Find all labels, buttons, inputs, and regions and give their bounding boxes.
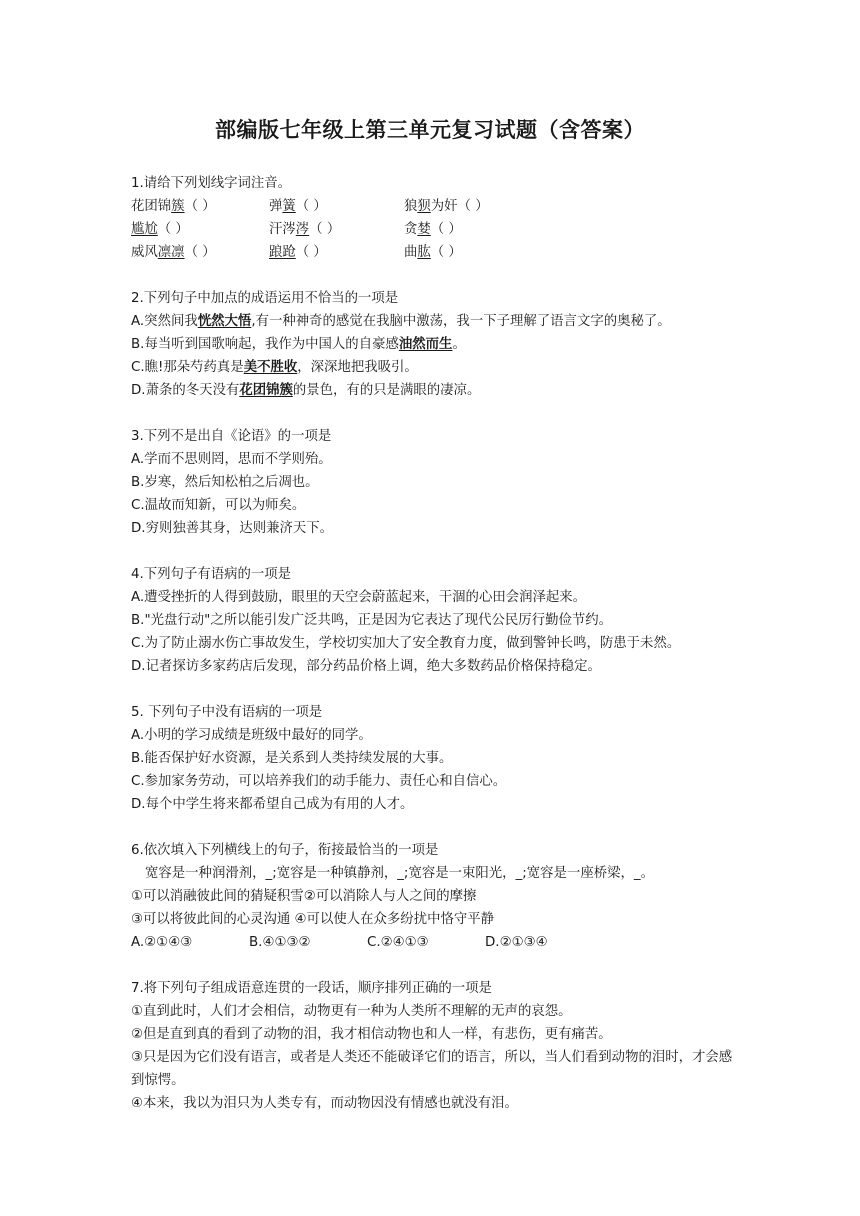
q7-item-4: ④本来，我以为泪只为人类专有，而动物因没有情感也就没有泪。 <box>131 1096 518 1111</box>
q4-option-c: C.为了防止溺水伤亡事故发生，学校切实加大了安全教育力度，做到警钟长鸣，防患于未然。 <box>131 636 681 651</box>
q5-option-c: C.参加家务劳动，可以培养我们的动手能力、责任心和自信心。 <box>131 774 507 789</box>
q7-stem: 7.将下列句子组成语意连贯的一段话，顺序排列正确的一项是 <box>131 981 492 996</box>
q2-stem: 2.下列句子中加点的成语运用不恰当的一项是 <box>131 291 399 306</box>
q3-option-d: D.穷则独善其身，达则兼济天下。 <box>131 521 334 536</box>
q1-row <box>131 195 741 218</box>
q2-option-a: A.突然间我恍然大悟,有一种神奇的感觉在我脑中激荡，我一下子理解了语言文字的奥秘了。 <box>131 314 671 329</box>
q1-item: 贪婪（ ） <box>404 222 462 237</box>
q1-row <box>131 241 741 264</box>
q4-option-b: B."光盘行动"之所以能引发广泛共鸣，正是因为它表达了现代公民厉行勤俭节约。 <box>131 613 613 628</box>
q3-option-c: C.温故而知新，可以为师矣。 <box>131 498 306 513</box>
q3-option-b: B.岁寒，然后知松柏之后凋也。 <box>131 475 319 490</box>
q5-option-d: D.每个中学生将来都希望自己成为有用的人才。 <box>131 797 414 812</box>
q1-item: 狼狈为奸（ ） <box>404 199 489 214</box>
q6-choices-line-2: ③可以将彼此间的心灵沟通 ④可以使人在众多纷扰中恪守平静 <box>131 912 495 927</box>
q7-item-2: ②但是直到真的看到了动物的泪，我才相信动物也和人一样，有悲伤，更有痛苦。 <box>131 1027 612 1042</box>
q1-item: 弹簧（ ） <box>269 199 327 214</box>
q2-option-b: B.每当听到国歌响起，我作为中国人的自豪感油然而生。 <box>131 337 466 352</box>
q1-item: 花团锦簇（ ） <box>131 199 216 214</box>
q1-row <box>131 218 741 241</box>
q6-option-b: B.④①③② <box>249 935 311 950</box>
q1-item: 威风凛凛（ ） <box>131 245 216 260</box>
q6-text: 宽容是一种润滑剂，_;宽容是一种镇静剂，_;宽容是一束阳光，_;宽容是一座桥梁，_。 <box>145 866 654 881</box>
q1-item: 踉跄（ ） <box>269 245 327 260</box>
q4-option-a: A.遭受挫折的人得到鼓励，眼里的天空会蔚蓝起来，干涸的心田会润泽起来。 <box>131 590 587 605</box>
q6-options <box>131 931 741 954</box>
q5-stem: 5. 下列句子中没有语病的一项是 <box>131 705 323 720</box>
q4-stem: 4.下列句子有语病的一项是 <box>131 567 292 582</box>
q6-option-d: D.②①③④ <box>485 935 548 950</box>
q1-stem: 1.请给下列划线字词注音。 <box>131 176 292 191</box>
q5-option-a: A.小明的学习成绩是班级中最好的同学。 <box>131 728 372 743</box>
q1-item: 尴尬（ ） <box>131 222 189 237</box>
q6-option-a: A.②①④③ <box>131 935 193 950</box>
q2-option-d: D.萧条的冬天没有花团锦簇的景色，有的只是满眼的凄凉。 <box>131 383 481 398</box>
q5-option-b: B.能否保护好水资源，是关系到人类持续发展的大事。 <box>131 751 453 766</box>
q6-option-c: C.②④①③ <box>367 935 429 950</box>
q3-option-a: A.学而不思则罔，思而不学则殆。 <box>131 452 332 467</box>
page-title: 部编版七年级上第三单元复习试题（含答案） <box>215 117 645 142</box>
q1-rows <box>131 195 741 264</box>
document-body <box>131 172 741 1115</box>
q1-item: 汗涔涔（ ） <box>269 222 341 237</box>
q4-option-d: D.记者探访多家药店后发现，部分药品价格上调，绝大多数药品价格保持稳定。 <box>131 659 601 674</box>
q3-stem: 3.下列不是出自《论语》的一项是 <box>131 429 332 444</box>
q1-item: 曲肱（ ） <box>404 245 462 260</box>
q7-item-3: ③只是因为它们没有语言，或者是人类还不能破译它们的语言，所以，当人们看到动物的泪时，才会感到惊愕。 <box>131 1050 733 1088</box>
q2-option-c: C.瞧!那朵芍药真是美不胜收，深深地把我吸引。 <box>131 360 418 375</box>
q6-stem: 6.依次填入下列横线上的句子，衔接最恰当的一项是 <box>131 843 439 858</box>
q7-item-1: ①直到此时，人们才会相信，动物更有一种为人类所不理解的无声的哀怨。 <box>131 1004 572 1019</box>
q6-choices-line-1: ①可以消融彼此间的猜疑积雪②可以消除人与人之间的摩擦 <box>131 889 477 904</box>
